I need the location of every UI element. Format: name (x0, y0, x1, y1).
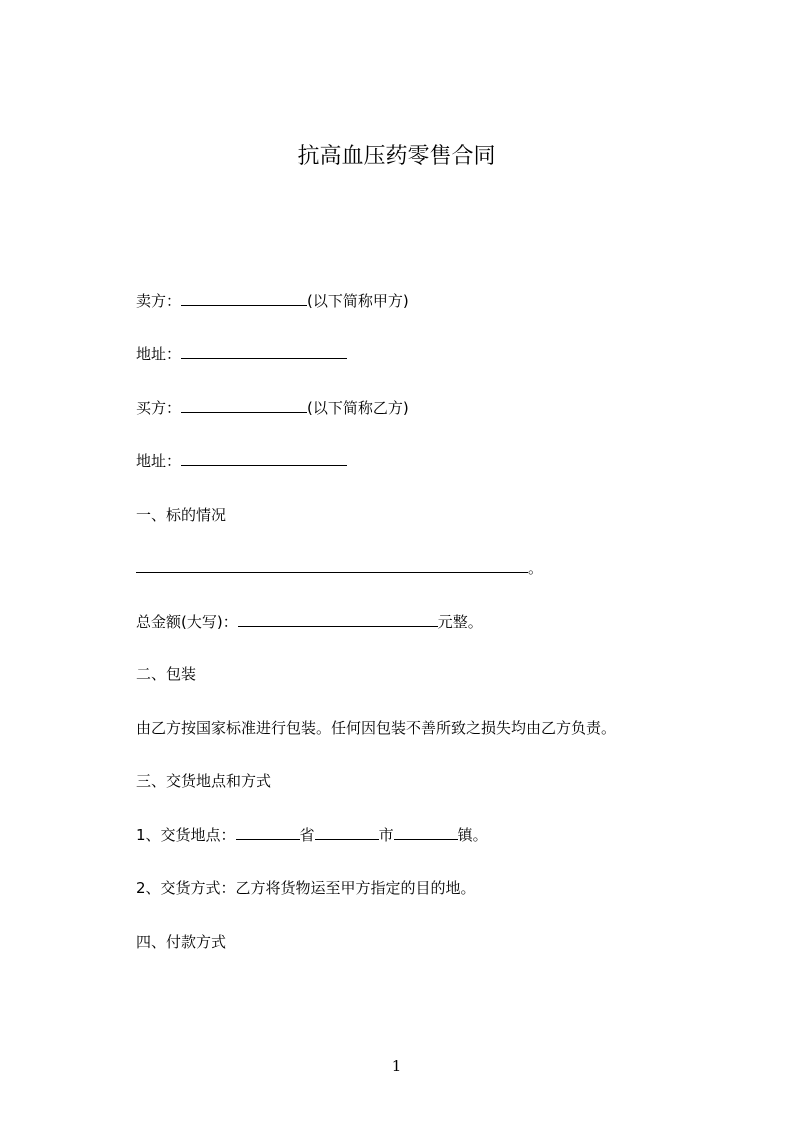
section3-heading: 三、交货地点和方式 (136, 772, 272, 790)
section1-heading: 一、标的情况 (136, 506, 227, 524)
buyer-line (136, 398, 409, 418)
seller-name-blank[interactable] (181, 291, 307, 306)
province-label: 省 (299, 826, 315, 844)
town-label: 镇。 (457, 826, 488, 844)
packaging-text: 由乙方按国家标准进行包装。任何因包装不善所致之损失均由乙方负责。 (136, 719, 617, 737)
delivery-method-line: 2、交货方式：乙方将货物运至甲方指定的目的地。 (136, 879, 476, 897)
total-amount-line (136, 612, 483, 632)
buyer-name-blank[interactable] (181, 398, 307, 413)
total-amount-blank[interactable] (238, 612, 438, 627)
seller-label: 卖方： (136, 292, 182, 310)
city-label: 市 (378, 826, 394, 844)
subject-blank[interactable] (136, 558, 528, 573)
seller-address-label: 地址： (136, 345, 182, 363)
buyer-address-line (136, 451, 347, 471)
subject-line-end: 。 (528, 559, 544, 577)
section4-heading: 四、付款方式 (136, 933, 227, 951)
seller-suffix: (以下简称甲方) (307, 292, 409, 310)
page-number: 1 (391, 1057, 402, 1075)
subject-line (136, 558, 543, 578)
delivery-place-label: 1、交货地点： (136, 826, 236, 844)
seller-line (136, 291, 409, 311)
section2-heading: 二、包装 (136, 665, 197, 683)
buyer-suffix: (以下简称乙方) (307, 399, 409, 417)
province-blank[interactable] (236, 825, 300, 840)
city-blank[interactable] (315, 825, 379, 840)
buyer-label: 买方： (136, 399, 182, 417)
seller-address-line (136, 344, 347, 364)
buyer-address-label: 地址： (136, 452, 182, 470)
total-amount-label: 总金额(大写)： (136, 613, 238, 631)
delivery-place-line (136, 825, 488, 845)
town-blank[interactable] (394, 825, 458, 840)
buyer-address-blank[interactable] (181, 451, 347, 466)
total-amount-suffix: 元整。 (437, 613, 483, 631)
seller-address-blank[interactable] (181, 344, 347, 359)
document-title: 抗高血压药零售合同 (297, 144, 496, 169)
